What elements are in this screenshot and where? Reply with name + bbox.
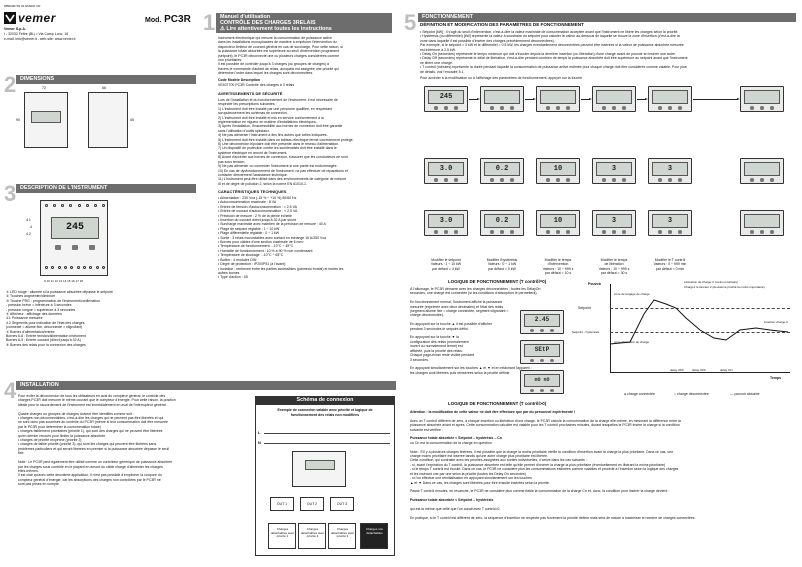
scheme-sub1: Exemple de connexion valable avec priorité et logique de: [277, 408, 373, 412]
section-1-warning: ⚠ Lire attentivement toutes les instructions: [220, 26, 332, 32]
logo-text: vemer: [18, 10, 56, 25]
section-2-title: DIMENSIONS: [20, 76, 55, 82]
access-text: Pour accéder à la modification ou à l'affichage des paramètres de fonctionnement, appuyer sur la touche: [420, 76, 583, 80]
code-header: Code Modèle Description: [218, 78, 261, 82]
flow-mid-screen-4: 3: [592, 158, 636, 184]
instrument-buttons: [55, 245, 95, 250]
chart-delay-2: delay OFF: [692, 368, 707, 372]
scheme-box: [255, 404, 395, 556]
flow-arrow-3: [581, 99, 590, 100]
model-prefix: Mod.: [145, 17, 162, 24]
logic-screen-3: nO nO: [520, 370, 564, 394]
dim-height: 90: [16, 118, 20, 122]
flow-arrow-2: [525, 99, 534, 100]
flow-bot-screen-4: 3: [592, 210, 636, 236]
out1-label: OUT 1: [276, 502, 288, 506]
caption-delay-off: Modifier le temps de libération Valeurs : 10 ÷ 999 s par défaut = 30 s: [598, 258, 630, 276]
logic2-title: LOGIQUE DE FONCTIONNEMENT (T contrôl>0): [448, 401, 547, 406]
label-4-2: 4.2: [26, 232, 31, 236]
flow-arrow-5: [693, 99, 738, 100]
section-1-header: [216, 13, 392, 33]
out3-label: OUT 3: [336, 502, 348, 506]
terminal-numbers: 9 10 11 12 13 14 15 16 17 18: [44, 279, 83, 283]
scheme-sub2: fonctionnement des relais non modifiées: [290, 413, 360, 417]
safety-title: AVERTISSEMENTS DE SÉCURITÉ: [218, 91, 283, 96]
dim-depth: 66: [102, 86, 106, 90]
section-5-sub: DÉFINITION ET MODIFICATION DES PARAMÈTRES DE FONCTIONNEMENT: [420, 22, 584, 27]
chart-ylabel: Pouvoir: [588, 282, 602, 286]
instrument-drawing: [40, 200, 108, 276]
caption-hysteresis: Modifier l'hystérésis Valeurs : 0 ÷ 1 kW par défaut = 0 kW: [486, 258, 518, 271]
company-name: Vemer S.p.A.: [4, 27, 26, 31]
chart-setpoint-label: Setpoint: [578, 306, 591, 310]
section-1-title1: Manuel d'utilisation: [220, 14, 271, 20]
chart-annotation-3: insertion charge 3: [764, 320, 788, 324]
code-row: VE407700 PC3R Contrôle des charges à 3 relais: [218, 83, 295, 87]
chart-xlabel: Temps: [770, 376, 782, 380]
flow-bot-screen-2: 0.2: [480, 210, 524, 236]
flow-mid-screen-1: 3.0: [424, 158, 468, 184]
flow-mid-screen-2: 0.2: [480, 158, 524, 184]
model-name: PC3R: [164, 14, 191, 25]
scheme-title: Schéma de connexion: [296, 397, 354, 403]
section-1-intro: Instrument électronique qui mesure la consommation de puissance active dans les installations monophasées de manière à empêcher l'intervention du disjoncteur limiteur de courant général en cas de surcharge. Pour cette raison, si la puissance totale absorbée est supérieure au seuil d'intervention programmé (setpoint), le PC3R déconnecte une ou plusieurs charges considérées comme non prioritaires. Il est possible de contrôler jusqu'à 3 charges (ou groupes de charges) à travers le commande d'autant de relais, auxquels est assignée une priorité qui détermine l'ordre dans lequel les charges sont déconnectées.: [218, 36, 343, 76]
wire-N: [264, 443, 390, 444]
load2-label: Charges détachables avec priorité 2: [300, 527, 325, 539]
bottom-terminals: [45, 266, 105, 269]
load1-box: [268, 523, 296, 549]
chart-delay-3: delay ON: [720, 368, 733, 372]
timing-chart: [574, 280, 798, 400]
chart-power-curve: [610, 284, 790, 372]
flow-top-screen-6: [740, 86, 784, 112]
section-4-header: [16, 381, 396, 390]
out2-label: OUT 2: [306, 502, 318, 506]
chart-zone-release: zone de largage de charge: [614, 292, 650, 296]
label-4-1: 4.1: [26, 218, 31, 222]
flow-bot-screen-1: 3.0: [424, 210, 468, 236]
flow-bot-screen-6: [740, 210, 784, 236]
vemer-logo: [4, 11, 66, 25]
section-4-title: INSTALLATION: [20, 382, 59, 388]
section-3-title: DESCRIPTION DE L'INSTRUMENT: [20, 185, 108, 191]
caption-t-control: Modifier le T contrôl Valeurs : 0 ÷ 999 min par défaut = 0 min: [653, 258, 687, 271]
section-5-header: [418, 13, 796, 22]
chart-legend-3: — pouvoir absorbé: [730, 392, 760, 396]
dimension-display: [31, 111, 61, 123]
scheme-display: [305, 460, 335, 470]
logic1-text: À l'allumage, le PC3R démarre avec les charges déconnectées ; toutes les DelayOn secondes, une charge est connectée (si les conditions d'absorption le permettent). En fonctionnement normal, l'instrument affiche la puissance mesurée (exprimée avec deux décimales) et l'état des relais (segment allumé fixe = charge connectée, segment clignotant = charge déconnectée). En appuyant sur la touche ▲ il est possible d'afficher pendant 3 secondes le setpoint défini. En appuyant sur la touche ▼ la configuration des relais (normalement ouvert ou normalement fermé) est affichée, puis la priorité des relais. Chaque page-écran reste visible pendant 3 secondes. En appuyant simultanément sur les touches ▲ et ▼ et en relâchant l'appareil : les charges sont libérées puis réinsérées selon la priorité définie.: [410, 287, 541, 375]
section-5-title: FONCTIONNEMENT: [422, 14, 473, 20]
logic2-text: Attention : la modification de cette valeur ne doit être effectuée que par du personnel expérimenté ! Avec un T contrôl différent de zéro, à chaque insertion ou libération d'une charge, le PC3R calcule la consommation de la charge elle-même, en mesurant la différence entre la puissance absorbée avant et après. Cette consommation calculée est valable pour les T contrôl prochaines minutes, durant lesquelles le PC3R insère la charge si la condition suivante est vérifiée : Puissance totale absorbée < Setpoint – hystérésis – Cn où Cn est la consommation de la charge en question Note : S'il y a plusieurs charges libérées, il est possible que la charge la moins prioritaire vérifie la condition d'insertion avant la charge la plus prioritaire. Dans ce cas, une charge moins prioritaire est insérée tandis qu'une autre charge plus prioritaire est libérée. Cette condition, qui contraste avec les priorités assignées aux sorties individuelles, n'arrive dans les cas suivants : - si, avant l'expiration du T contrôl, la puissance absorbée est telle qu'elle permet d'insérer la charge la plus prioritaire (éventuellement en libérant la moins prioritaire) - si le temps T contrôl est écoulé. Dans ce cas, le PC3R ne considère plus les consommations estimées comme valables et procède à l'insertion selon la logique des charges et les insérant une par une selon la priorité (toutes les Delay On secondes) - si l'on effectue une réinitialisation en appuyant simultanément sur les touches ▲ et ▼ Dans ce cas, les charges sont libérées pour être ensuite insérées selon la priorité. Passé T contrôl minutes, en revanche, le PC3R ne considère plus comme fiable la consommation de la charge Cn et, donc, la condition pour insérer la charge devient : Puissance totale absorbée < Setpoint – hystérésis qui est la même que celle que l'on aurait avec T contrôl=0. En pratique, si le T contrôl est différent de zéro, la séquence d'insertion ne respecte pas forcément la priorité définie mais sera de nature à maximiser le nombre de charges connectées.: [410, 410, 696, 520]
flow-top-screen-4: [592, 86, 636, 112]
load3-box: [328, 523, 356, 549]
flow-mid-screen-5: 3: [648, 158, 692, 184]
load3-label: Charges détachables avec priorité 3: [330, 527, 355, 539]
doc-code: 9IB0000703 01 E59201 FR: [4, 4, 41, 8]
section-3-number: 3: [4, 181, 17, 206]
prg-button-drawing: [72, 245, 78, 250]
dim-side: 45: [130, 118, 134, 122]
out1-box: [270, 497, 294, 511]
tech-title: CARACTÉRISTIQUES TECHNIQUES: [218, 189, 287, 194]
flow-mid-screen-6: [740, 158, 784, 184]
logic-screen-2: SEtP: [520, 340, 564, 364]
flow-mid-screen-3: 10: [536, 158, 580, 184]
logic1-title: LOGIQUE DE FONCTIONNEMENT (T contrôl=0): [448, 279, 547, 284]
description-legend: ① LED rouge : allumée si la puissance absorbée dépasse le setpoint ② Touches augmenter/diminuer ③ Touche PRG : programmation de l'instrument/confirmation - pression brève = inférieure à 3 secondes - pression longue = supérieure à 3 secondes ④ Afficheur : affichage des données 4.1 Puissance mesurée 4.2 Segments pour indication de l'état des charges (connecté = allumé fixe, déconnecté = clignotant) ⑤ Bornes d'alimentation/entrée Bornes 6-8 : Entrée tension/alimentation instrument Bornes 6-9 : Entrée courant (direct jusqu'à 32 A) ⑥ Bornes des relais pour la connexion des charges: [6, 290, 113, 347]
chart-legend-1: ● charge connectée: [624, 392, 655, 396]
chart-annotation-1: Libération de charge 3 (moins prioritaire): [684, 280, 739, 284]
scheme-pc3r: [292, 451, 346, 487]
vemer-logo-icon: [4, 12, 16, 24]
installation-text: Pour éviter la déconnexion de tous les utilisateurs en aval du compteur général, le contrôle des charges PC3R doit mesurer le même courant que le compteur d'énergie. Pour cette raison, la position idéale pour le raccordement de l'instrument est immédiatement en aval de l'interrupteur général. Quatre charges ou groupes de charges doivent être identifiés comme suit : • charges non déconnectables, c'est-à-dire les charges qui ne peuvent pas être libérées et qui ne sont donc pas soumises au contrôle du PC3R (même si leur consommation doit être mesurée par le PC3R pour déterminer la consommation totale) • charges faiblement prioritaires (priorité 1), qui sont des charges qui ne peuvent être libérées qu'en dernier recours pour limiter la puissance absorbée • charges de priorité moyenne (priorité 2) • charges de faible priorité (priorité 3), qui sont les charges qui peuvent être libérées sans problèmes particuliers et qui seront libérées en premier si la puissance absorbée dépasse le seuil fixé. Note : Le PC3R peut également être utilisé comme un contrôleur générique de puissance absorbée par les charges sous contrôle en le plaçant en amont du câble chargé d'alimenter les charges elles-mêmes. Il est clair qu'avec cette deuxième application, il n'est pas possible d'empêcher la coupure du compteur général d'énergie, car les absorptions des charges non contrôlées par le PC3R ne sont pas prises en compte.: [18, 394, 176, 487]
chart-hyst-label: Setpoint - hystérésis: [572, 330, 600, 334]
section-5-number: 5: [404, 10, 417, 35]
out3-box: [330, 497, 354, 511]
instrument-display: [51, 217, 99, 239]
section-1-title2: CONTRÔLE DES CHARGES 3RELAIS: [220, 20, 316, 26]
model-title: [145, 14, 191, 27]
label-4: 4: [30, 225, 32, 229]
section-2-header: [16, 75, 196, 84]
line-N: N: [258, 440, 261, 445]
caption-setpoint: Modifier le setpoint Valeurs : 1 ÷ 10 kW par défaut = 3 kW: [430, 258, 462, 271]
chart-delay-1: delay OFF: [670, 368, 685, 372]
up-button-drawing: [55, 245, 61, 250]
flow-bot-screen-3: 10: [536, 210, 580, 236]
load4-label: Charges non détachables: [365, 527, 384, 535]
safety-list: Lors de l'installation et du fonctionnement de l'instrument, il est nécessaire de respecter les prescriptions suivantes : 1) L'instrument doit être installé par une personne qualifiée, en respectant scrupuleusement les schémas de connexion. 2) L'instrument doit être installé et mis en service conformément à la réglementation en vigueur en matière d'installations électriques. 3) Après l'installation, l'inaccessibilité aux bornes de connexion doit être garantie sans l'utilisation d'outils spéciaux. 4) Ne pas alimenter l'instrument à des fins autres que celles indiquées. 5) L'instrument doit être installé dans un tableau électrique fermé correctement protégé. 6) Une déconnexion bipolaire doit être présente dans le réseau d'alimentation. 7) Un dispositif de protection contre les surintensités doit être installé dans le système électrique en amont de l'instrument. 8) Avant d'accéder aux bornes de connexion, s'assurer que les conducteurs ne sont pas sous tension. 9) Ne pas alimenter ou connecter l'instrument si une partie est endommagée. 10) En cas de dysfonctionnement de l'instrument, ne pas effectuer de réparations et contacter directement l'assistance technique. 11) L'instrument peut être utilisé dans des environnements de catégorie de mesure III et de degré de pollution 2, selon la norme EN 61010-1.: [218, 98, 354, 186]
section-1-number: 1: [203, 10, 216, 35]
flow-top-screen-5: [648, 86, 692, 112]
flow-top-screen-2: [480, 86, 524, 112]
flow-arrow-1: [469, 99, 478, 100]
flow-top-screen-1: 245: [424, 86, 468, 112]
tech-list: • Alimentation : 230 Vca (-15 % ÷ +10 %) 50/60 Hz • Autoconsommation maximale : 8 VA • Entrée de tension d'autoconsommation : < 2,5 VA • Entrée de courant d'autoconsommation : < 2,5 VA • Précision de mesure : 2 % de la pleine échelle • Insertion du courant direct jusqu'à 32 A par shunt • Surcharge maximale avec maintien de la précision de mesure : 40 A • Plage de setpoint réglable : 1 ÷ 10 kW • Plage différentielle réglable : 0 ÷ 1 kW • Sortie : 3 relais monostables avec contact en échange 16 A/250 Vca • Bornes pour câbles d'une section maximale de 6 mm² • Température de fonctionnement : -10°C ÷ 45°C • Humidité de fonctionnement : 10 % à 90 % non condensant • Température de stockage : -10°C ÷ 65°C • Boîtier : 4 modules DIN • Degré de protection : IP20/IP51 (à l'avant) • Isolation : renforcée entre les parties accessibles (panneau frontal) et toutes les autres bornes • Type d'action : 1B: [218, 196, 344, 280]
load2-box: [298, 523, 326, 549]
load4-box: [360, 523, 388, 549]
chart-zone-insert: zone d'insertion de charge: [614, 340, 650, 344]
out2-box: [300, 497, 324, 511]
chart-legend-2: ○ charge déconnectée: [674, 392, 709, 396]
dimension-front-view: [24, 92, 68, 148]
load1-label: Charges détachables avec priorité 1: [270, 527, 295, 539]
company-address: I - 32032 Feltre (BL) • Via Camp Lonc, 16: [4, 32, 69, 36]
wire-L: [264, 433, 390, 434]
line-L: L: [258, 430, 261, 435]
section-2-number: 2: [4, 72, 17, 97]
flow-bot-screen-5: 3: [648, 210, 692, 236]
dim-width: 72: [42, 86, 46, 90]
instrument-display-value: 245: [65, 221, 84, 233]
flow-top-screen-3: [536, 86, 580, 112]
section-3-header: [16, 184, 196, 193]
dimension-side-view: [88, 92, 128, 148]
down-button-drawing: [89, 245, 95, 250]
top-terminals: [45, 204, 105, 207]
company-contact: e-mail: info@vemer.it - web site: www.vemer.it: [4, 37, 76, 41]
chart-annotation-2: Chargez le lanceur 2 (deuxième priorité la moins importante): [684, 285, 765, 289]
logic-screen-1: 2.45: [520, 310, 564, 334]
params-list: • Setpoint [kW] : il s'agit du seuil d'intervention, c'est-à-dire la valeur maximale de consommation acceptée avant que l'instrument ne libère les charges selon la priorité. • Hystérésis (ou différentiel) [kW] représente la valeur à soustraire du setpoint pour calculer la valeur au-dessous de laquelle se trouve la zone d'insertion (c'est-à-dire la zone dans laquelle il est possible d'insérer des charges précédemment déconnectées). Par exemple, si le setpoint = 3 kW et le différentiel = 0,5 kW, les charges éventuellement déconnectées peuvent être insérées si la valeur de puissance absorbée mesurée est inférieure à 2,5 kW. • Delay On (secondes) représente le temps minimum qui doit s'écouler depuis la dernière insertion (ou libération) d'une charge avant de pouvoir en insérer une autre. • Delay Off (secondes) représente le délai de libération, c'est-à-dire pendant combien de temps la puissance absorbée doit être supérieure au setpoint avant que l'instrument ne libère une charge. • T contrôl (minutes) représente la durée pendant laquelle la consommation de puissance active estimée pour chaque charge doit être considérée comme valable. Pour plus de détails, voir l'encadré 5.1.: [420, 30, 688, 74]
section-4-number: 4: [4, 378, 17, 403]
flow-arrow-4: [637, 99, 646, 100]
caption-delay-on: Modifier le temps d'intervention Valeurs : 10 ÷ 999 s par défaut = 10 s: [542, 258, 574, 276]
